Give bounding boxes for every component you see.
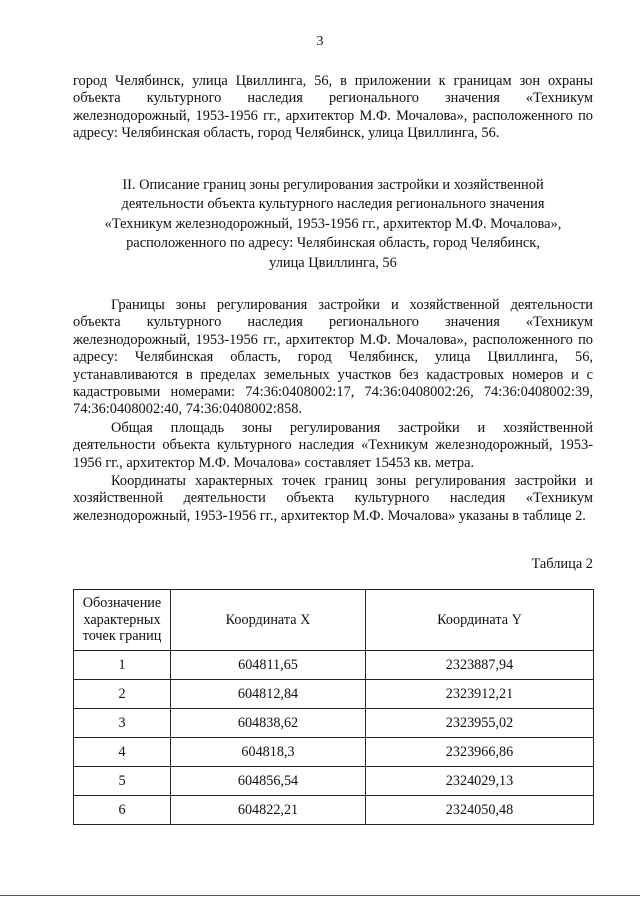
table-row <box>74 767 594 796</box>
cell-y: 2323955,02 <box>366 709 594 738</box>
table-row <box>74 680 594 709</box>
table-row <box>74 738 594 767</box>
section-heading-line: расположенного по адресу: Челябинская область, город Челябинск, <box>126 235 540 252</box>
cell-y: 2323912,21 <box>366 680 594 709</box>
cell-y: 2323966,86 <box>366 738 594 767</box>
table-row <box>74 651 594 680</box>
cell-point: 1 <box>74 651 171 680</box>
section-heading-line: «Техникум железнодорожный, 1953-1956 гг., архитектор М.Ф. Мочалова», <box>104 215 562 232</box>
header-coordinate-x: Координата X <box>171 590 366 651</box>
cell-x: 604812,84 <box>171 680 366 709</box>
cell-point: 4 <box>74 738 171 767</box>
table-header-row <box>74 590 594 651</box>
table-row <box>74 709 594 738</box>
area-paragraph: Общая площадь зоны регулирования застройки и хозяйственной деятельности объекта культурного наследия «Техникум железнодорожный, 1953-1956 гг., архитектор М.Ф. Мочалова» составляет 15453 кв. метра. <box>73 420 593 471</box>
coordinates-table <box>73 589 594 825</box>
header-text: Обозначение <box>82 595 162 612</box>
page-number: 3 <box>316 34 324 49</box>
cell-point: 6 <box>74 796 171 825</box>
cell-x: 604856,54 <box>171 767 366 796</box>
cell-x: 604811,65 <box>171 651 366 680</box>
cell-x: 604838,62 <box>171 709 366 738</box>
section-heading-line: деятельности объекта культурного наследия регионального значения <box>121 196 545 213</box>
coordinates-paragraph: Координаты характерных точек границ зоны регулирования застройки и хозяйственной деятельности объекта культурного наследия «Техникум железнодорожный, 1953-1956 гг., архитектор М.Ф. Мочалова» указаны в таблице 2. <box>73 473 593 524</box>
cell-x: 604818,3 <box>171 738 366 767</box>
cell-y: 2324050,48 <box>366 796 594 825</box>
cell-point: 5 <box>74 767 171 796</box>
cell-x: 604822,21 <box>171 796 366 825</box>
header-text: точек границ <box>82 628 162 645</box>
table-caption: Таблица 2 <box>531 556 593 572</box>
section-heading <box>73 176 593 273</box>
table-row <box>74 796 594 825</box>
boundaries-paragraph: Границы зоны регулирования застройки и хозяйственной деятельности объекта культурного наследия регионального значения «Техникум железнодорожный, 1953-1956 гг., архитектор М.Ф. Мочалова», расположенного по адресу: Челябинская область, город Челябинск, улица Цвиллинга, 56, устанавливаются в пределах земельных участков без кадастровых номеров и с кадастровыми номерами: 74:36:0408002:17, 74:36:0408002:26, 74:36:0408002:39, 74:36:0408002:40, 74:36:0408002:858. <box>73 297 593 418</box>
header-point-designation <box>74 590 171 651</box>
section-heading-line: улица Цвиллинга, 56 <box>269 254 397 271</box>
cell-point: 2 <box>74 680 171 709</box>
cell-y: 2323887,94 <box>366 651 594 680</box>
header-text: характерных <box>83 611 161 628</box>
page-bottom-divider <box>0 895 640 896</box>
cell-point: 3 <box>74 709 171 738</box>
cell-y: 2324029,13 <box>366 767 594 796</box>
header-coordinate-y: Координата Y <box>366 590 594 651</box>
section-heading-line: II. Описание границ зоны регулирования застройки и хозяйственной <box>122 177 544 193</box>
intro-paragraph: город Челябинск, улица Цвиллинга, 56, в приложении к границам зон охраны объекта культурного наследия регионального значения «Техникум железнодорожный, 1953-1956 гг., архитектор М.Ф. Мочалова», расположенного по адресу: Челябинская область, город Челябинск, улица Цвиллинга, 56. <box>73 73 593 142</box>
